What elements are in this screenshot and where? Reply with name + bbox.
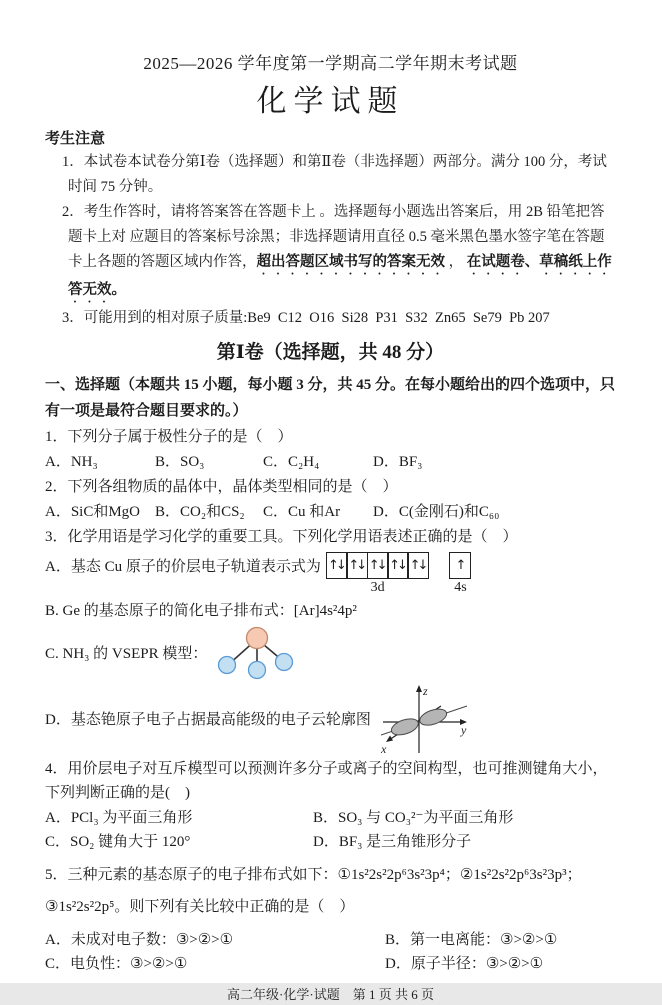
question-4-option-a: A．PCl₃ 为平面三角形 (45, 809, 193, 826)
question-2-option-b: B．CO₂和CS₂ (155, 503, 245, 520)
question-1-options (45, 450, 616, 475)
notice-item-2-emphasis-1: 超出答题区域书写的答案无效 (256, 254, 445, 270)
question-1-option-a: A．NH₃ (45, 453, 98, 470)
question-2-option-a: A．SiC和MgO (45, 503, 141, 520)
question-3-stem: 3．化学用语是学习化学的重要工具。下列化学用语表述正确的是（ ） (45, 529, 518, 545)
question-2-options (45, 500, 616, 525)
z-axis-label: z (422, 683, 428, 698)
3d-orbital-boxes (326, 552, 430, 579)
notice-heading: 考生注意 (45, 131, 106, 147)
question-1-option-c: C．C₂H₄ (263, 453, 320, 470)
question-3-option-d (45, 682, 616, 756)
question-3-option-c (45, 626, 616, 680)
orbital-lobe (418, 705, 449, 727)
y-axis-label: y (460, 722, 467, 737)
notice-item-2 (45, 200, 616, 306)
question-4-option-d: D．BF₃ 是三角锥形分子 (313, 834, 472, 850)
question-5-option-a: A．未成对电子数：③>②>① (45, 931, 234, 948)
section1-title: 第Ⅰ卷（选择题，共 48 分） (216, 342, 445, 363)
question-5-option-c: C．电负性：③>②>① (45, 956, 188, 972)
4s-subshell-label: 4s (454, 579, 467, 595)
question-4-option-c: C．SO₂ 键角大于 120° (45, 834, 191, 850)
orbital-box-updown-icon: ↑↓ (407, 552, 429, 579)
ligand-sphere (276, 653, 293, 670)
question-2-option-d: D．C(金刚石)和C₆₀ (373, 503, 500, 520)
notice-item-3: 3．可能用到的相对原子质量:Be9 C12 O16 Si28 P31 S32 Zn65 Se79 Pb 207 (62, 310, 550, 326)
question-5-stem-line-1: 5．三种元素的基态原子的电子排布式如下：①1s²2s²2p⁶3s²3p⁴；②1s²2s²2p⁶3s²3p³； (45, 866, 582, 883)
question-4-option-b: B．SO₃ 与 CO₃²⁻为平面三角形 (313, 809, 514, 826)
part1-instruction: 一、选择题（本题共 15 小题，每小题 3 分，共 45 分。在每小题给出的四个选项中，只有一项是最符合题目要求的。） (45, 377, 616, 419)
ligand-sphere (249, 661, 266, 678)
orbital-box-updown-icon: ↑↓ (326, 552, 348, 579)
question-5-option-d: D．原子半径：③>②>① (385, 956, 544, 972)
orbital-box-updown-icon: ↑↓ (346, 552, 368, 579)
3d-orbital-group (326, 552, 430, 596)
vsepr-model-image (213, 626, 299, 680)
electron-cloud-contour-image (373, 682, 473, 756)
orbital-box-up-icon: ↑ (449, 552, 471, 579)
3d-subshell-label: 3d (370, 579, 385, 595)
question-2-option-c: C．Cu 和Ar (263, 503, 341, 520)
notice-item-2-emphasis-2: 在试题卷、草稿纸上作答无效。 (68, 254, 612, 298)
question-1-option-b: B．SO₃ (155, 453, 205, 470)
notice-item-2-separator: ， (445, 254, 467, 270)
question-3-option-a-text: A．基态 Cu 原子的价层电子轨道表示式为 (45, 558, 321, 575)
orbital-box-updown-icon: ↑↓ (387, 552, 409, 579)
question-5-stem-line-2: ③1s²2s²2p⁵。则下列有关比较中正确的是（ ） (45, 899, 355, 915)
4s-orbital-group (449, 552, 471, 596)
question-3-option-a (45, 552, 616, 596)
page-footer: 高二年级·化学·试题 第 1 页 共 6 页 (227, 986, 434, 1002)
z-axis-arrow (416, 685, 422, 692)
x-axis-label: x (380, 741, 387, 756)
notice-item-2-text: 2．考生作答时，请将答案答在答题卡上 。选择题每小题选出答案后，用 2B 铅笔把答题卡上对 应题目的答案标号涂黑；非选择题请用直径 0.5 毫米黑色墨水签字笔在答题卡上各题的答题区域内作答， (62, 204, 605, 270)
question-1-option-d: D．BF₃ (373, 453, 423, 470)
question-3-option-d-text: D．基态铯原子电子占据最高能级的电子云轮廓图 (45, 712, 371, 728)
question-4-stem: 4．用价层电子对互斥模型可以预测许多分子或离子的空间构型，也可推测键角大小，下列判断正确的是( ) (45, 760, 608, 801)
orbital-box-updown-icon: ↑↓ (367, 552, 389, 579)
orbital-box-diagram (326, 552, 472, 596)
question-2-stem: 2．下列各组物质的晶体中，晶体类型相同的是（ ） (45, 479, 398, 495)
question-3-option-c-text: C. NH₃ 的 VSEPR 模型： (45, 646, 208, 662)
question-5-option-b: B．第一电离能：③>②>① (385, 931, 558, 948)
question-1-stem: 1．下列分子属于极性分子的是（ ） (45, 429, 293, 445)
subject-title: 化学试题 (256, 85, 405, 118)
ligand-sphere (219, 656, 236, 673)
4s-orbital-box (449, 552, 471, 579)
central-atom-sphere (247, 627, 268, 648)
session-title: 2025—2026 学年度第一学期高二学年期末考试题 (143, 54, 518, 73)
orbital-lobe (389, 715, 420, 737)
question-4-options (45, 806, 616, 855)
question-3-option-b: B. Ge 的基态原子的简化电子排布式：[Ar]4s²4p² (45, 602, 357, 619)
question-5-options (45, 928, 616, 977)
notice-item-1: 1．本试卷本试卷分第Ⅰ卷（选择题）和第Ⅱ卷（非选择题）两部分。满分 100 分，考试时间 75 分钟。 (62, 154, 607, 195)
